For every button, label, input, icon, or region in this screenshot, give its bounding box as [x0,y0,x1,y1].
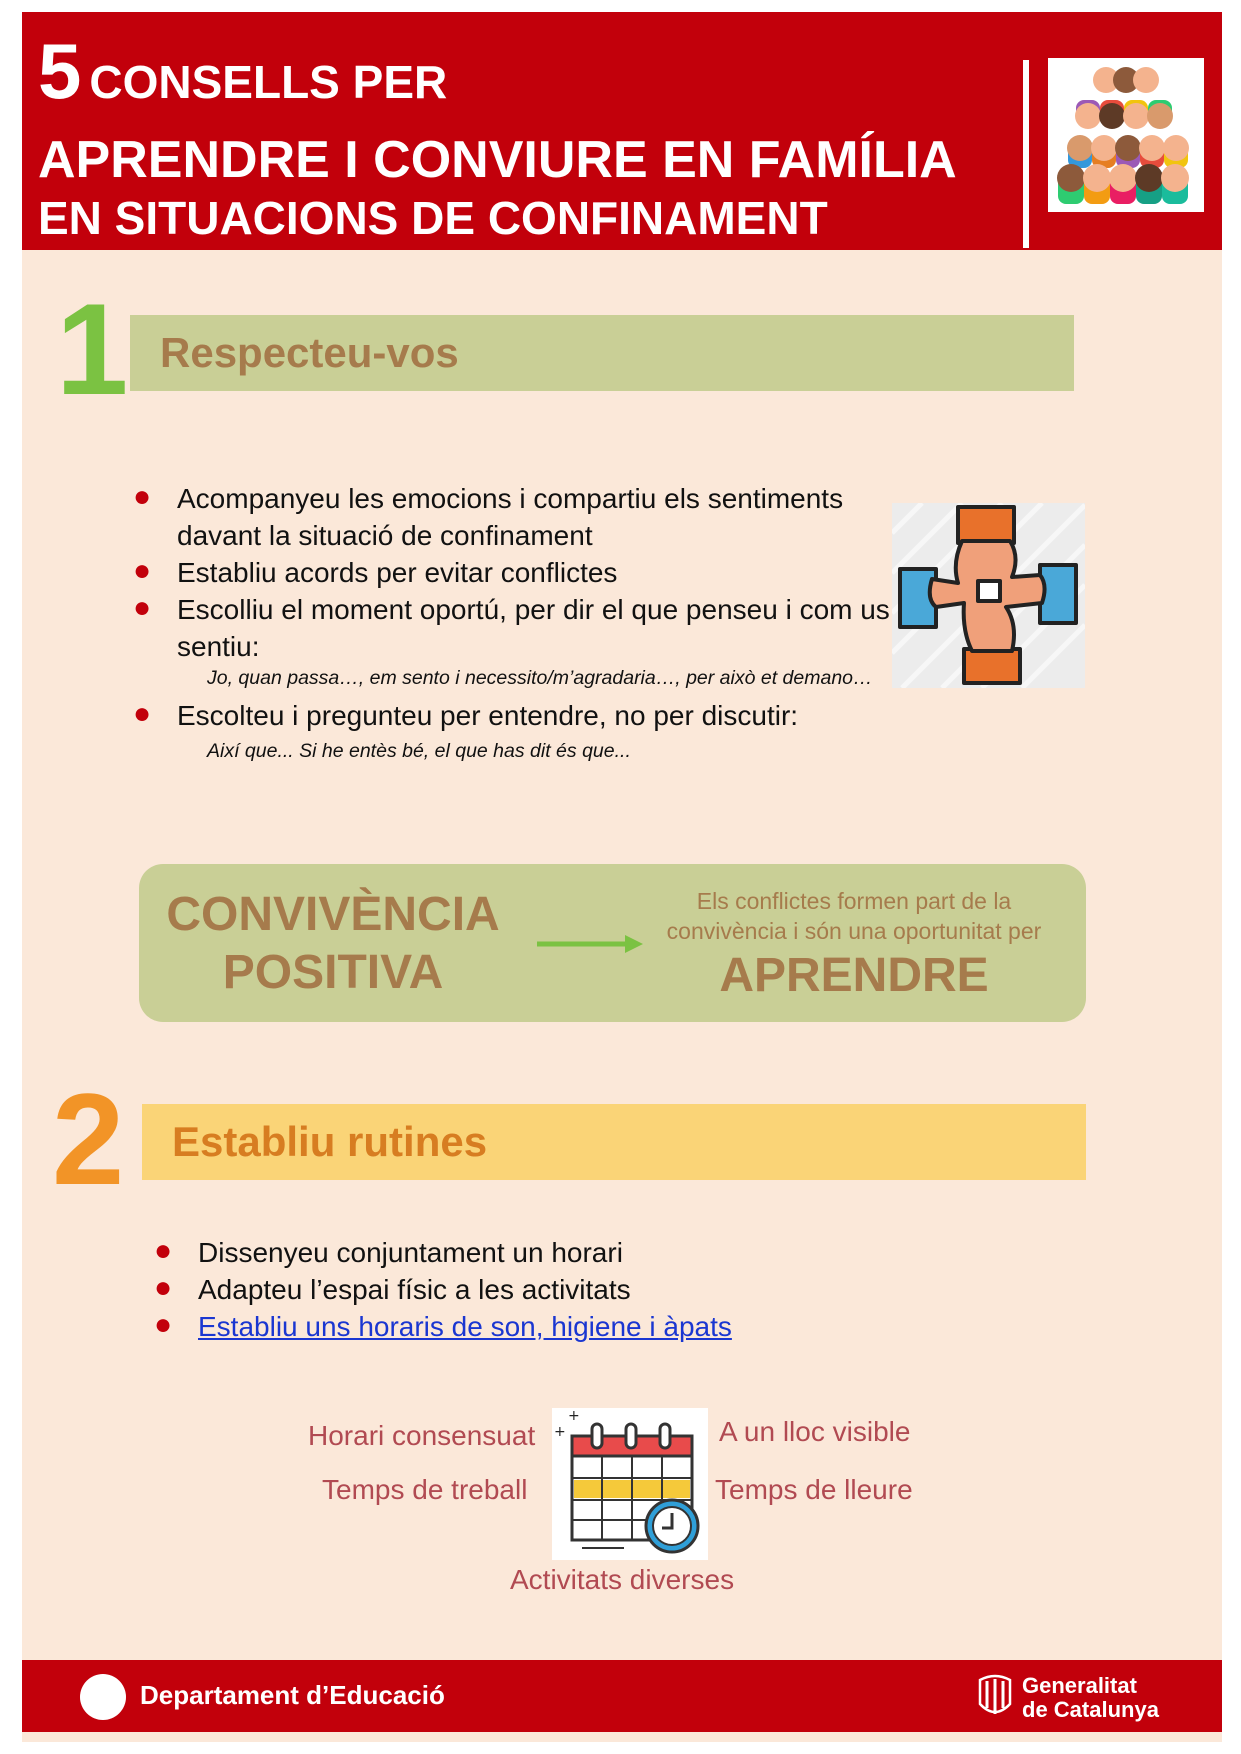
calendar-label-leisure: Temps de lleure [715,1474,913,1505]
calendar-label-activities: Activitats diverses [510,1564,735,1595]
calendar-label-consensus: Horari consensuat [308,1420,536,1451]
header-divider [1023,60,1029,248]
footer-banner [22,1660,1222,1732]
bullet-text: Escolliu el moment oportú, per dir el que penseu i com us sentiu: [177,594,890,662]
routines-link[interactable]: Establiu uns horaris de son, higiene i àpats [198,1311,732,1342]
generalitat-line2: de Catalunya [1022,1697,1159,1722]
bullet-dot-icon: ● [133,697,152,730]
family-group-icon [1048,58,1204,212]
section2-title: Establiu rutines [142,1104,1086,1180]
bullet-text: Establiu acords per evitar conflictes [177,557,618,588]
example-phrase: Així que... Si he entès bé, el que has dit és que... [207,740,631,762]
calendar-label-work: Temps de treball [322,1474,528,1505]
convivencia-title-line1: CONVIVÈNCIA [166,888,500,941]
arrow-right-icon [535,932,645,956]
department-logo-icon [80,1674,126,1720]
convivencia-title [153,886,513,1002]
joined-hands-icon [892,503,1085,688]
list-item [133,591,897,691]
header-banner [22,12,1222,250]
bullet-text: Dissenyeu conjuntament un horari [198,1237,623,1268]
calendar-label-visible: A un lloc visible [719,1416,911,1447]
generalitat-emblem-icon [976,1674,1014,1720]
list-item [133,480,897,554]
generalitat-wordmark [1022,1674,1159,1722]
bullet-dot-icon: ● [154,1234,173,1267]
convivencia-highlight: APRENDRE [719,949,989,1002]
header-number: 5 [38,27,82,115]
bullet-dot-icon: ● [133,554,152,587]
convivencia-text: Els conflictes formen part de la convivència i són una oportunitat per [666,888,1042,944]
list-item [154,1234,918,1271]
bullet-dot-icon: ● [133,480,152,513]
svg-text:+: + [554,1424,566,1440]
example-phrase: Jo, quan passa…, em sento i necessito/m’agradaria…, per això et demano… [207,667,873,689]
section1-number: 1 [56,276,129,422]
list-item [154,1308,918,1345]
header-title-line2: APRENDRE I CONVIURE EN FAMÍLIA [38,131,957,189]
header-title-line1 [38,27,448,115]
section1-title: Respecteu-vos [130,315,1074,391]
bullet-dot-icon: ● [133,591,152,624]
header-title-text1: CONSELLS PER [89,56,448,108]
bullet-dot-icon: ● [154,1308,173,1341]
generalitat-line1: Generalitat [1022,1673,1137,1698]
infographic-page [22,12,1222,1742]
svg-text:+: + [568,1408,580,1424]
convivencia-title-line2: POSITIVA [222,946,444,999]
bullet-text: Escolteu i pregunteu per entendre, no per discutir: [177,700,799,731]
list-item [154,1271,918,1308]
department-name: Departament d’Educació [140,1680,445,1710]
bullet-text: Acompanyeu les emocions i compartiu els sentiments davant la situació de confinament [177,483,844,551]
list-item [133,697,897,764]
list-item [133,554,897,591]
section2-bullet-list [154,1234,918,1345]
section2-number: 2 [52,1066,125,1212]
convivencia-callout [139,864,1086,1022]
bullet-dot-icon: ● [154,1271,173,1304]
header-title-line3: EN SITUACIONS DE CONFINAMENT [38,192,828,244]
bullet-text: Adapteu l’espai físic a les activitats [198,1274,631,1305]
calendar-clock-icon [552,1408,708,1560]
section1-bullet-list [133,480,897,764]
